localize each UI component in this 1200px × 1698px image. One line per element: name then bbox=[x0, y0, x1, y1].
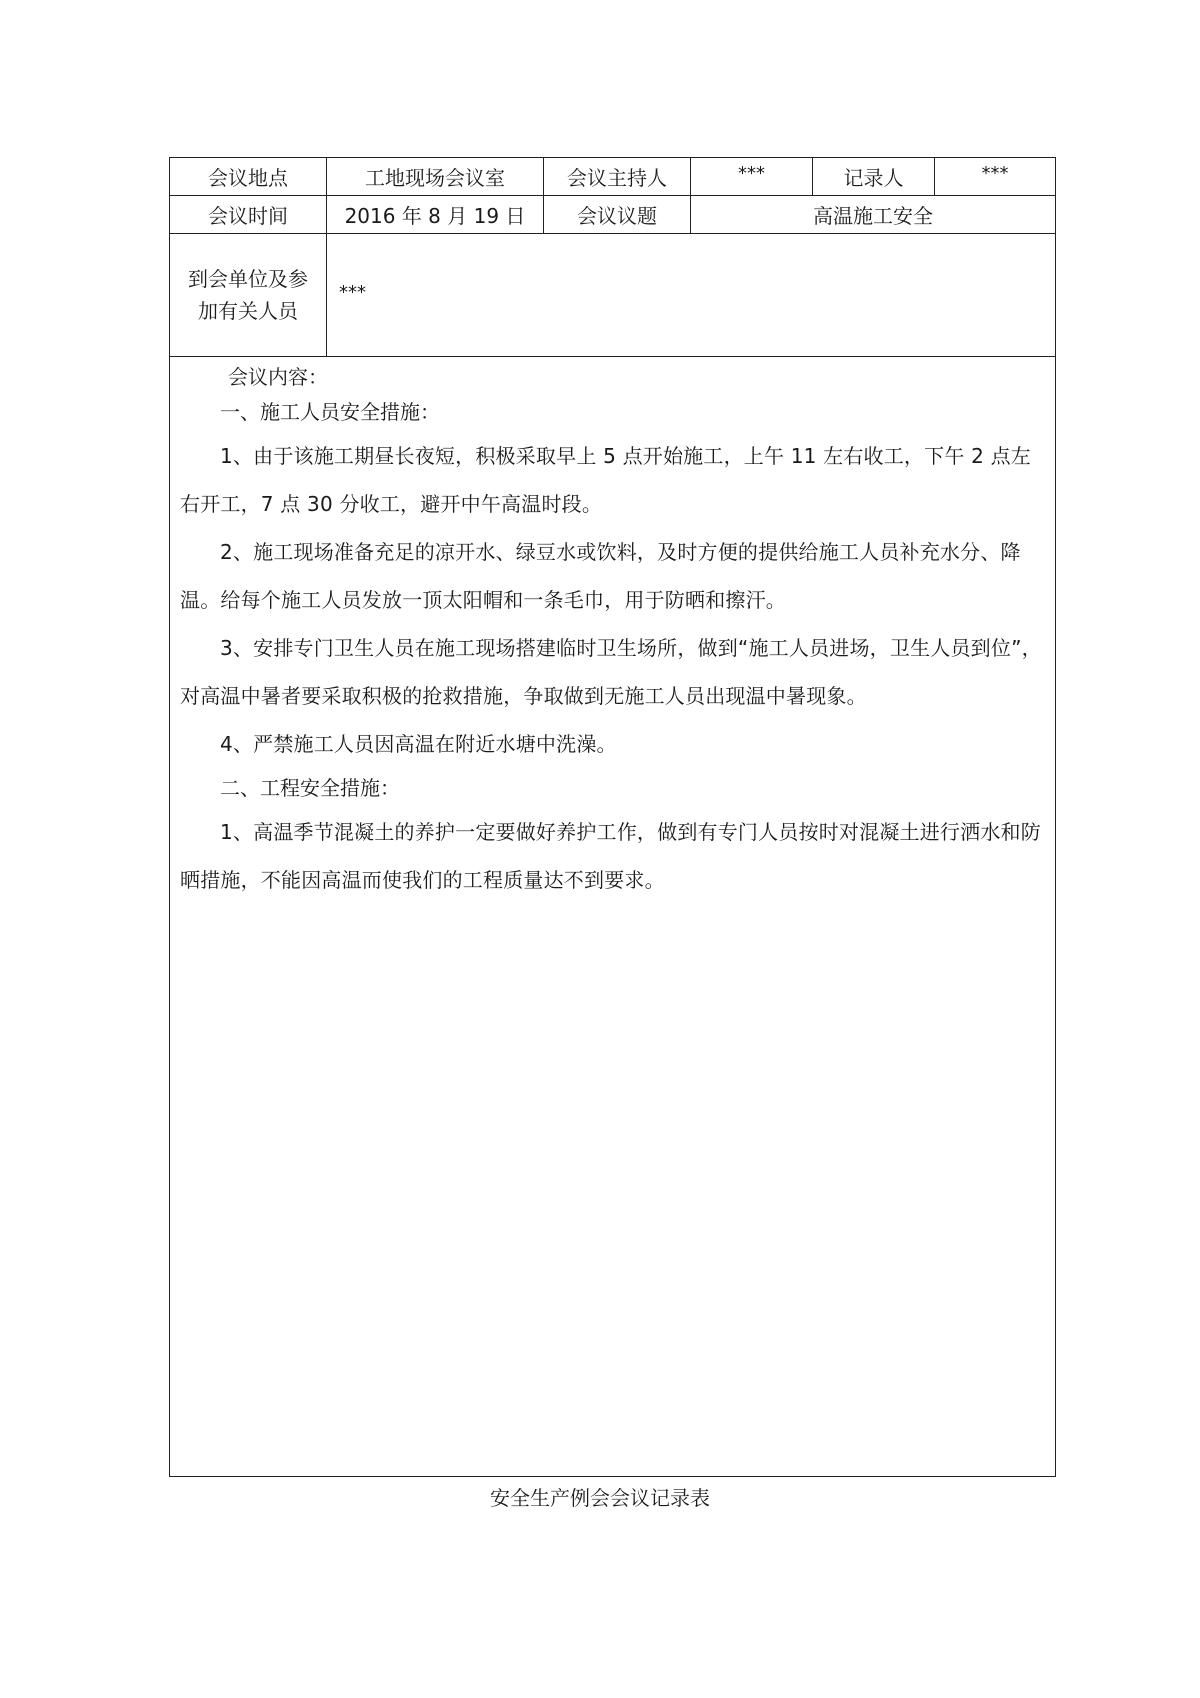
host-value: *** bbox=[691, 158, 813, 195]
recorder-value: *** bbox=[981, 163, 1009, 184]
time-value: 2016 年 8 月 19 日 bbox=[327, 196, 544, 233]
attendees-label-line-2: 加有关人员 bbox=[198, 299, 298, 323]
host-label: 会议主持人 bbox=[544, 158, 691, 195]
attendees-label bbox=[170, 234, 327, 356]
meeting-record-form bbox=[169, 157, 1056, 1477]
section-1-item-2: 2、施工现场准备充足的凉开水、绿豆水或饮料，及时方便的提供给施工人员补充水分、降温。给每个施工人员发放一顶太阳帽和一条毛巾，用于防晒和擦汗。 bbox=[180, 540, 1021, 612]
location-label: 会议地点 bbox=[170, 158, 327, 195]
location-value: 工地现场会议室 bbox=[327, 158, 544, 195]
section-1-item-3: 3、安排专门卫生人员在施工现场搭建临时卫生场所，做到“施工人员进场，卫生人员到位”，对高温中暑者要采取积极的抢救措施，争取做到无施工人员出现温中暑现象。 bbox=[180, 636, 1042, 708]
topic-label: 会议议题 bbox=[544, 196, 691, 233]
section-1-item-4: 4、严禁施工人员因高温在附近水塘中洗澡。 bbox=[220, 732, 617, 756]
time-label: 会议时间 bbox=[170, 196, 327, 233]
attendees-value: *** bbox=[339, 281, 366, 303]
recorder-label: 记录人 bbox=[813, 158, 935, 195]
form-caption: 安全生产例会会议记录表 bbox=[490, 1486, 710, 1510]
section-2-item-1: 1、高温季节混凝土的养护一定要做好养护工作，做到有专门人员按时对混凝土进行洒水和防晒措施，不能因高温而使我们的工程质量达不到要求。 bbox=[180, 820, 1041, 892]
meeting-content bbox=[180, 358, 1045, 904]
topic-value: 高温施工安全 bbox=[813, 204, 933, 228]
attendees-label-line-1: 到会单位及参 bbox=[188, 267, 308, 291]
section-1-item-1: 1、由于该施工期昼长夜短，积极采取早上 5 点开始施工，上午 11 左右收工，下午 2 点左右开工，7 点 30 分收工，避开中午高温时段。 bbox=[180, 444, 1031, 516]
section-2-heading: 二、工程安全措施： bbox=[220, 776, 400, 800]
section-1-heading: 一、施工人员安全措施： bbox=[220, 400, 440, 424]
header-row-1 bbox=[170, 158, 1055, 196]
content-title: 会议内容： bbox=[228, 365, 328, 389]
attendees-row bbox=[170, 234, 1055, 357]
header-row-2 bbox=[170, 196, 1055, 234]
